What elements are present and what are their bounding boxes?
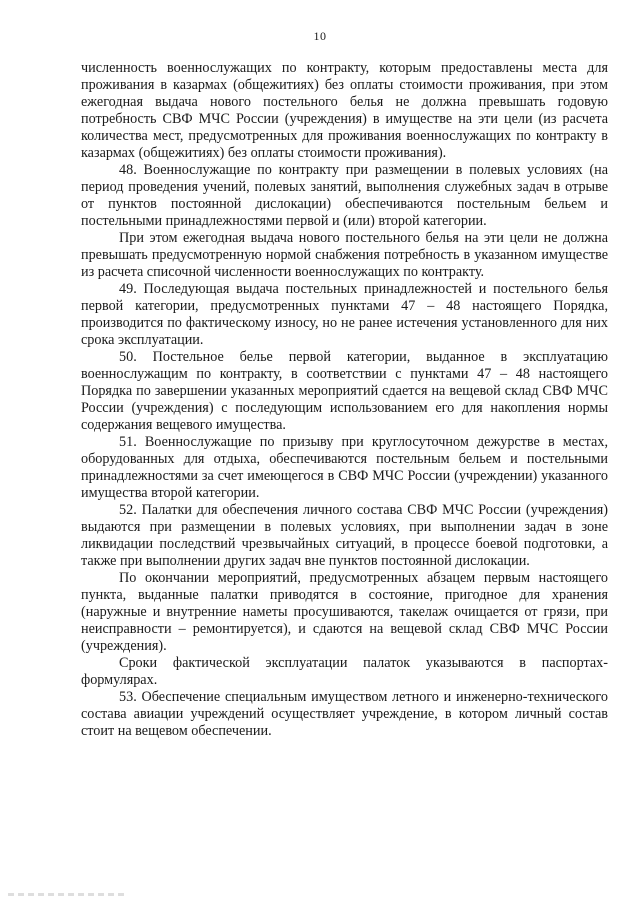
scan-artifact — [8, 893, 128, 896]
page-number: 10 — [313, 29, 327, 43]
document-body — [81, 60, 608, 740]
paragraph-52-return: По окончании мероприятий, предусмотренных абзацем первым настоящего пункта, выданные палатки приводятся в состояние, пригодное для хранения (наружные и внутренние наметы просушиваются, такелаж очищается от грязи, при неисправности – ремонтируется), и сдаются на вещевой склад СВФ МЧС России (учреждения). — [81, 570, 608, 654]
paragraph-50: 50. Постельное белье первой категории, выданное в эксплуатацию военнослужащим по контракту, в соответствии с пунктами 47 – 48 настоящего Порядка по завершении указанных мероприятий сдается на вещевой склад СВФ МЧС России (учреждения) с последующим использованием его для накопления нормы содержания вещевого имущества. — [81, 349, 608, 433]
paragraph-49: 49. Последующая выдача постельных принадлежностей и постельного белья первой категории, предусмотренных пунктами 47 – 48 настоящего Порядка, производится по фактическому износу, но не ранее истечения установленного для них срока эксплуатации. — [81, 281, 608, 348]
paragraph-51: 51. Военнослужащие по призыву при круглосуточном дежурстве в местах, оборудованных для отдыха, обеспечиваются постельным бельем и постельными принадлежностями за счет имеющегося в СВФ МЧС России (учреждении) указанного имущества второй категории. — [81, 434, 608, 501]
paragraph-48: 48. Военнослужащие по контракту при размещении в полевых условиях (на период проведения учений, полевых занятий, выполнения служебных задач в отрыве от пунктов постоянной дислокации) обеспечиваются постельным бельем и постельными принадлежностями первой и (или) второй категории. — [81, 162, 608, 229]
paragraph-continuation: численность военнослужащих по контракту, которым предоставлены места для проживания в казармах (общежитиях) без оплаты стоимости проживания, при этом ежегодная выдача нового постельного белья не должна превышать годовую потребность СВФ МЧС России (учреждения) в имуществе на эти цели (из расчета количества мест, предусмотренных для проживания военнослужащих по контракту в казармах (общежитиях) без оплаты стоимости проживания). — [81, 60, 608, 161]
paragraph-52-terms: Сроки фактической эксплуатации палаток указываются в паспортах-формулярах. — [81, 655, 608, 688]
paragraph-52: 52. Палатки для обеспечения личного состава СВФ МЧС России (учреждения) выдаются при размещении в полевых условиях, при выполнении задач в зоне ликвидации последствий чрезвычайных ситуаций, в процессе боевой подготовки, а также при выполнении других задач вне пунктов постоянной дислокации. — [81, 502, 608, 569]
paragraph-48-note: При этом ежегодная выдача нового постельного белья на эти цели не должна превышать предусмотренную нормой снабжения потребность в указанном имуществе из расчета списочной численности военнослужащих по контракту. — [81, 230, 608, 280]
paragraph-53: 53. Обеспечение специальным имуществом летного и инженерно-технического состава авиации учреждений осуществляет учреждение, в котором личный состав стоит на вещевом обеспечении. — [81, 689, 608, 739]
